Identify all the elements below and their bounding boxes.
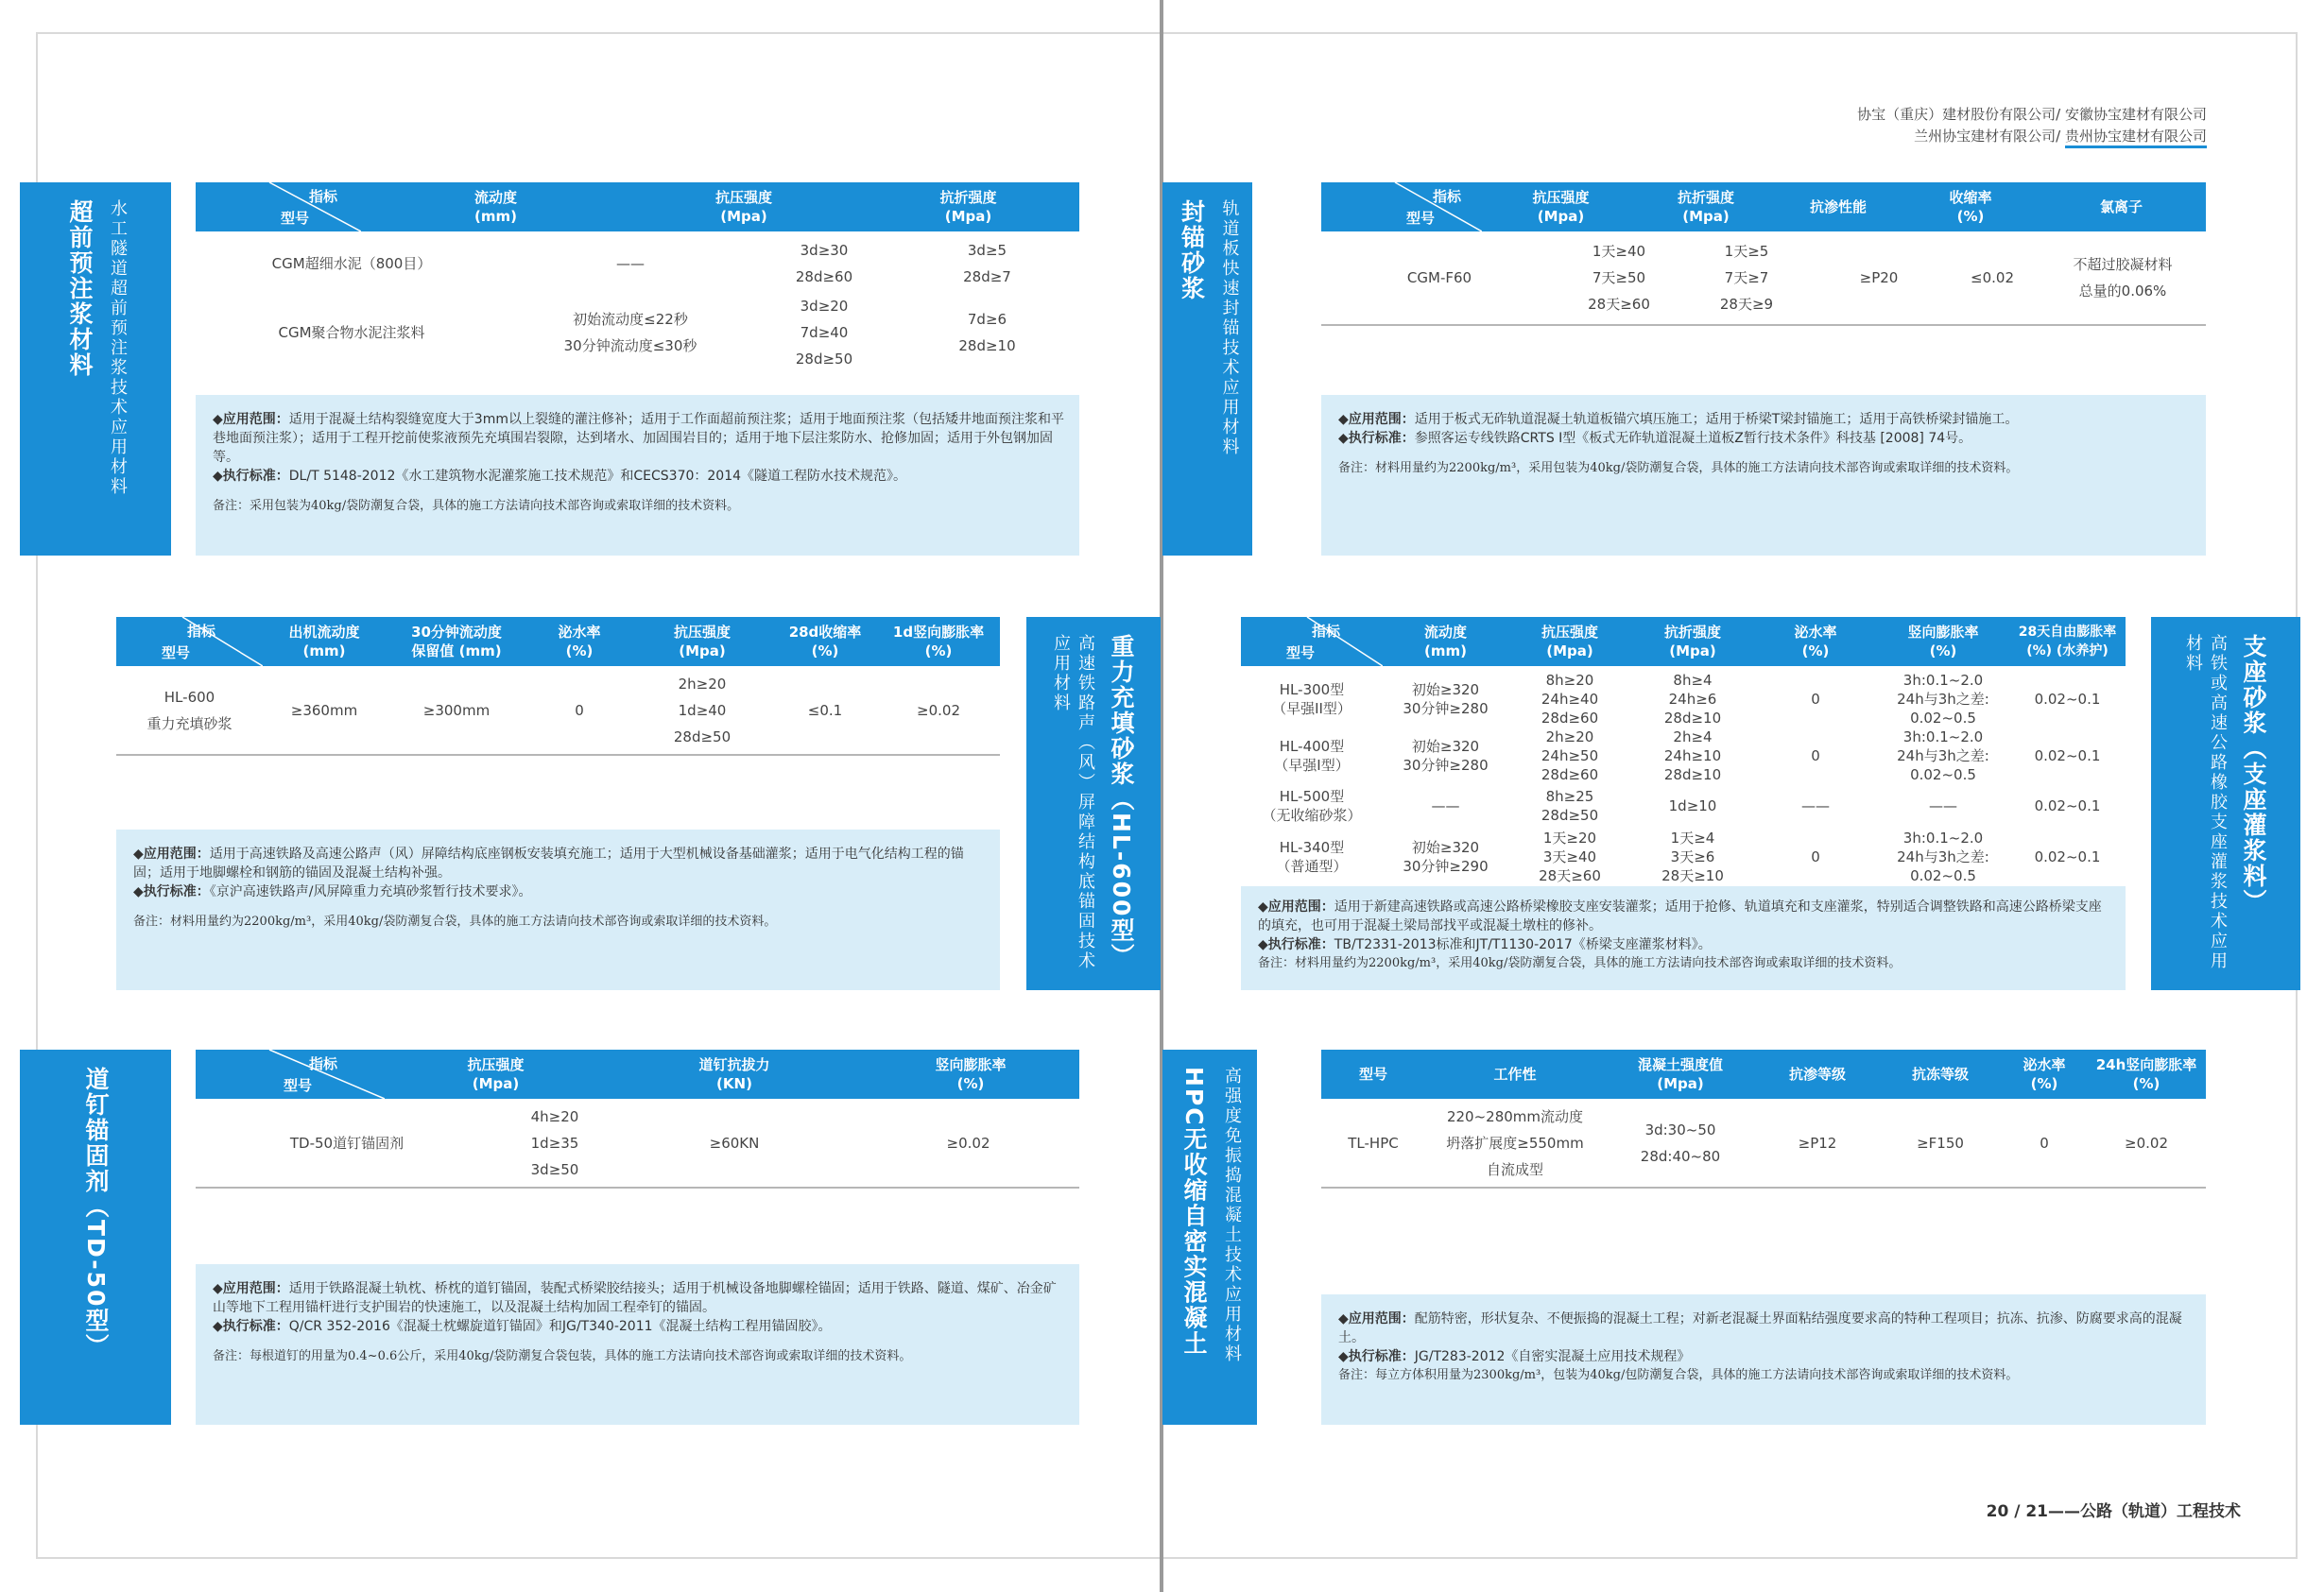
table-cell: 0.02~0.1 xyxy=(2034,691,2101,708)
table-cell: HL-500型 （无收缩砂浆） xyxy=(1262,787,1362,824)
table-cell: 0 xyxy=(1811,691,1820,708)
header-cell: 型号 xyxy=(1358,1066,1387,1083)
diag-bottom-label: 型号 xyxy=(281,210,310,227)
table-cell: CGM-F60 xyxy=(1406,269,1472,286)
table-cell: ≤0.02 xyxy=(1971,269,2014,286)
spec-table-s3 xyxy=(116,617,1000,756)
note-box-s4 xyxy=(1241,886,2126,990)
header-cell: 抗压强度 (Mpa) xyxy=(1532,189,1590,225)
table-cell: 3d≥20 7d≥40 28d≥50 xyxy=(795,298,853,368)
header-cell: 28天自由膨胀率 (%) (水养护) xyxy=(2018,625,2117,659)
note-remark: 备注：每根道钉的用量为0.4~0.6公斤，采用40kg/袋防潮复合袋包装，具体的施工方法请向技术部咨询或索取详细的技术资料。 xyxy=(213,1349,912,1363)
table-cell: ≥F150 xyxy=(1917,1134,1964,1152)
section-subtitle-s4: 高铁或高速公路橡胶支座灌浆技术应用材料 xyxy=(2183,634,2228,971)
table-cell: 3d:30~50 28d:40~80 xyxy=(1640,1121,1721,1165)
table-cell: 3h:0.1~2.0 24h与3h之差: 0.02~0.5 xyxy=(1897,672,1989,727)
spec-table-s2 xyxy=(1321,182,2206,326)
note-remark: 备注：材料用量约为2200kg/m³，采用40kg/袋防潮复合袋，具体的施工方法请向技术部咨询或索取详细的技术资料。 xyxy=(133,915,777,929)
table-cell: —— xyxy=(1431,796,1460,814)
table-header-s6 xyxy=(1321,1050,2206,1099)
spec-table-s6 xyxy=(1321,1050,2206,1189)
note-standard: ◆执行标准：DL/T 5148-2012《水工建筑物水泥灌浆施工技术规范》和CECS370：2014《隧道工程防水技术规范》。 xyxy=(213,469,907,484)
diagonal-header-cell xyxy=(116,617,263,666)
table-body-s2 xyxy=(1321,231,2206,326)
note-standard: ◆执行标准：《京沪高速铁路声/风屏障重力充填砂浆暂行技术要求》。 xyxy=(133,884,532,899)
header-cell: 28d收缩率 (%) xyxy=(788,624,862,659)
diag-top-label: 指标 xyxy=(1312,623,1341,640)
table-cell: 1d≥10 xyxy=(1668,796,1717,814)
note-scope: ◆应用范围：适用于铁路混凝土轨枕、桥枕的道钉锚固，装配式桥梁胶结接头；适用于机械设备地脚螺栓锚固；适用于铁路、隧道、煤矿、冶金矿山等地下工程用锚杆进行支护围岩的快速施工，以及混凝土结构加固工程牵钉的锚固。 xyxy=(213,1281,1057,1315)
company-line-1: 协宝（重庆）建材股份有限公司/ 安徽协宝建材有限公司 xyxy=(1857,106,2207,123)
diag-bottom-label: 型号 xyxy=(1406,210,1436,227)
section-subtitle-s3: 高速铁路声（风）屏障结构底锚固技术应用材料 xyxy=(1051,634,1095,971)
header-cell: 出机流动度 (mm) xyxy=(288,624,360,659)
table-cell: HL-400型 （早强I型） xyxy=(1274,738,1350,774)
section-tab-s1 xyxy=(20,182,171,556)
company-line-2b: 贵州协宝建材有限公司 xyxy=(2065,128,2207,148)
table-cell: ≤0.1 xyxy=(807,701,843,719)
header-cell: 收缩率 (%) xyxy=(1949,189,1992,225)
header-cell: 泌水率 (%) xyxy=(2023,1056,2066,1092)
table-header-s2 xyxy=(1321,182,2206,231)
table-cell: TD-50道钉锚固剂 xyxy=(289,1134,405,1152)
note-remark: 备注：每立方体积用量为2300kg/m³，包装为40kg/包防潮复合袋，具体的施工方法请向技术部咨询或索取详细的技术资料。 xyxy=(1338,1368,2019,1382)
diag-top-label: 指标 xyxy=(1433,188,1462,205)
table-cell: ≥0.02 xyxy=(2125,1134,2168,1152)
section-tab-s5 xyxy=(20,1050,171,1425)
table-cell: 220~280mm流动度 坍落扩展度≥550mm 自流成型 xyxy=(1446,1107,1584,1178)
table-body-s1 xyxy=(196,231,1079,397)
diag-top-label: 指标 xyxy=(309,188,338,205)
header-cell: 泌水率 (%) xyxy=(558,624,601,659)
table-cell: 4h≥20 1d≥35 3d≥50 xyxy=(530,1107,579,1178)
table-cell: 初始≥320 30分钟≥290 xyxy=(1403,839,1489,875)
table-cell: 0 xyxy=(1811,848,1820,865)
note-standard: ◆执行标准：JG/T283-2012《自密实混凝土应用技术规程》 xyxy=(1338,1349,1691,1364)
diag-bottom-label: 型号 xyxy=(1286,644,1316,661)
table-cell: 3h:0.1~2.0 24h与3h之差: 0.02~0.5 xyxy=(1897,728,1989,783)
table-cell: 0.02~0.1 xyxy=(2034,796,2101,814)
header-cell: 抗压强度 (Mpa) xyxy=(714,189,772,225)
table-cell: 7d≥6 28d≥10 xyxy=(958,311,1016,354)
spec-table-s5 xyxy=(196,1050,1079,1189)
section-title-s5: 道钉锚固剂（TD-50型） xyxy=(82,1067,110,1360)
spec-table-s4 xyxy=(1241,617,2126,931)
note-box-s5 xyxy=(196,1264,1079,1425)
diag-bottom-label: 型号 xyxy=(284,1077,313,1094)
header-cell: 抗折强度 (Mpa) xyxy=(1677,189,1734,225)
diagonal-header-cell xyxy=(196,182,361,231)
table-cell: 0.02~0.1 xyxy=(2034,747,2101,764)
section-title-s6: HPC无收缩自密实混凝土 xyxy=(1180,1067,1208,1357)
header-cell: 1d竖向膨胀率 (%) xyxy=(892,624,985,659)
note-box-s3 xyxy=(116,830,1000,990)
header-cell: 30分钟流动度 保留值 (mm) xyxy=(411,624,502,659)
note-remark: 备注：采用包装为40kg/袋防潮复合袋，具体的施工方法请向技术部咨询或索取详细的技术资料。 xyxy=(213,499,740,513)
table-cell: CGM超细水泥（800目） xyxy=(271,255,432,272)
table-header-s3 xyxy=(116,617,1000,666)
table-cell: 0 xyxy=(1811,747,1820,764)
table-cell: 2h≥4 24h≥10 28d≥10 xyxy=(1663,728,1722,783)
diagonal-header-cell xyxy=(196,1050,385,1099)
diag-bottom-label: 型号 xyxy=(162,644,191,661)
header-cell: 竖向膨胀率 (%) xyxy=(1907,624,1979,659)
note-box-s1 xyxy=(196,395,1079,556)
header-cell: 抗压强度 (Mpa) xyxy=(1541,624,1598,659)
section-title-s2: 封锚砂浆 xyxy=(1178,199,1206,301)
note-box-s2 xyxy=(1321,395,2206,556)
header-cell: 抗折强度 (Mpa) xyxy=(939,189,997,225)
page-number-footer: 20 / 21——公路（轨道）工程技术 xyxy=(1986,1502,2241,1521)
section-subtitle-s2: 轨道板快速封锚技术应用材料 xyxy=(1219,199,1240,457)
table-cell: HL-600 重力充填砂浆 xyxy=(146,688,232,732)
table-header-s1 xyxy=(196,182,1079,231)
table-cell: 3h:0.1~2.0 24h与3h之差: 0.02~0.5 xyxy=(1897,830,1989,884)
note-standard: ◆执行标准：参照客运专线铁路CRTS I型《板式无砟轨道混凝土道板Z暂行技术条件》科技基 [2008] 74号。 xyxy=(1338,431,1972,446)
header-cell: 24h竖向膨胀率 (%) xyxy=(2095,1056,2197,1092)
table-cell: ≥P20 xyxy=(1859,269,1899,286)
table-cell: ≥0.02 xyxy=(917,701,960,719)
table-cell: 0 xyxy=(2040,1134,2049,1152)
company-line-2 xyxy=(1857,126,2207,147)
table-cell: 8h≥4 24h≥6 28d≥10 xyxy=(1663,672,1722,727)
diagonal-header-cell xyxy=(1241,617,1383,666)
section-subtitle-s6: 高强度免振捣混凝土技术应用材料 xyxy=(1222,1067,1242,1364)
note-scope: ◆应用范围：配筋特密，形状复杂、不便振捣的混凝土工程；对新老混凝土界面粘结强度要求高的特种工程项目；抗冻、抗渗、防腐要求高的混凝土。 xyxy=(1338,1311,2182,1345)
table-cell: ≥300mm xyxy=(422,701,491,719)
company-header xyxy=(1857,104,2207,147)
header-cell: 道钉抗拔力 (KN) xyxy=(698,1056,770,1092)
table-cell: —— xyxy=(616,255,645,272)
table-cell: ≥P12 xyxy=(1798,1134,1837,1152)
company-line-2a: 兰州协宝建材有限公司/ xyxy=(1914,128,2065,145)
table-cell: HL-300型 （早强II型） xyxy=(1272,681,1351,717)
note-standard: ◆执行标准：Q/CR 352-2016《混凝土枕螺旋道钉锚固》和JG/T340-2011《混凝土结构工程用锚固胶》。 xyxy=(213,1319,832,1334)
section-tab-s2 xyxy=(1162,182,1252,556)
header-cell: 抗折强度 (Mpa) xyxy=(1663,624,1721,659)
header-cell: 抗渗性能 xyxy=(1809,198,1867,215)
table-cell: 初始≥320 30分钟≥280 xyxy=(1403,681,1489,717)
note-scope: ◆应用范围：适用于高速铁路及高速公路声（风）屏障结构底座钢板安装填充施工；适用于大型机械设备基础灌浆；适用于电气化结构工程的锚固；适用于地脚螺栓和钢筋的锚固及混凝土结构补强。 xyxy=(133,847,964,881)
table-cell: ≥360mm xyxy=(290,701,358,719)
section-subtitle-s1: 水工隧道超前预注浆技术应用材料 xyxy=(108,199,128,497)
table-cell: 3d≥30 28d≥60 xyxy=(795,242,853,285)
table-cell: TL-HPC xyxy=(1348,1134,1399,1152)
header-cell: 流动度 (mm) xyxy=(1423,624,1467,659)
section-tab-s3 xyxy=(1026,617,1161,990)
table-cell: —— xyxy=(1929,796,1957,814)
table-cell: ≥60KN xyxy=(709,1134,760,1152)
table-cell: 1天≥5 7天≥7 28天≥9 xyxy=(1719,243,1774,313)
table-cell: 8h≥20 24h≥40 28d≥60 xyxy=(1541,672,1599,727)
note-scope: ◆应用范围：适用于板式无砟轨道混凝土轨道板锚穴填压施工；适用于桥梁T梁封锚施工；适用于高铁桥梁封锚施工。 xyxy=(1338,412,2019,427)
table-header-s4 xyxy=(1241,617,2126,666)
diag-top-label: 指标 xyxy=(309,1055,338,1072)
note-remark: 备注：材料用量约为2200kg/m³，采用包装为40kg/袋防潮复合袋，具体的施工方法请向技术部咨询或索取详细的技术资料。 xyxy=(1338,461,2019,475)
table-cell: 0 xyxy=(575,701,584,719)
header-cell: 混凝土强度值 (Mpa) xyxy=(1637,1056,1723,1092)
table-cell: 1天≥40 7天≥50 28天≥60 xyxy=(1588,243,1650,313)
diagonal-header-cell xyxy=(1321,182,1482,231)
section-tab-s4 xyxy=(2151,617,2300,990)
diag-top-label: 指标 xyxy=(187,623,216,640)
table-cell: 不超过胶凝材料 总量的0.06% xyxy=(2073,256,2173,300)
note-remark: 备注：材料用量约为2200kg/m³，采用40kg/袋防潮复合袋，具体的施工方法请向技术部咨询或索取详细的技术资料。 xyxy=(1258,956,1902,970)
header-cell: 泌水率 (%) xyxy=(1794,624,1837,659)
table-cell: 2h≥20 24h≥50 28d≥60 xyxy=(1541,728,1599,783)
header-cell: 抗冻等级 xyxy=(1911,1066,1969,1083)
note-scope: ◆应用范围：适用于新建高速铁路或高速公路桥梁橡胶支座安装灌浆；适用于抢修、轨道填充和支座灌浆，特别适合调整铁路和高速公路桥梁支座的填充，也可用于混凝土梁局部找平或混凝土墩柱的修补。 xyxy=(1258,899,2102,933)
table-cell: HL-340型 （普通型） xyxy=(1276,839,1348,875)
table-body-s5 xyxy=(196,1099,1079,1189)
table-cell: 1天≥20 3天≥40 28天≥60 xyxy=(1539,830,1601,884)
table-cell: 初始流动度≤22秒 30分钟流动度≤30秒 xyxy=(563,311,697,354)
table-header-s5 xyxy=(196,1050,1079,1099)
table-cell: CGM聚合物水泥注浆料 xyxy=(278,324,425,341)
header-cell: 抗压强度 (Mpa) xyxy=(467,1056,525,1092)
header-cell: 竖向膨胀率 (%) xyxy=(935,1056,1007,1092)
note-scope: ◆应用范围：适用于混凝土结构裂缝宽度大于3mm以上裂缝的灌注修补；适用于工作面超前预注浆；适用于地面预注浆（包括矮井地面预注浆和平巷地面预注浆）；适用于工程开挖前使浆液预先充填围岩裂隙，达到堵水、加固围岩目的；适用于地下层注浆防水、抢修加固；适用于外包钢加固等。 xyxy=(213,412,1064,465)
table-cell: ≥0.02 xyxy=(946,1134,990,1152)
header-cell: 抗压强度 (Mpa) xyxy=(673,624,731,659)
spec-table-s1 xyxy=(196,182,1079,397)
table-cell: 3d≥5 28d≥7 xyxy=(963,242,1011,285)
table-cell: —— xyxy=(1801,796,1830,814)
table-cell: 2h≥20 1d≥40 28d≥50 xyxy=(673,675,732,745)
table-body-s3 xyxy=(116,666,1000,756)
section-title-s1: 超前预注浆材料 xyxy=(66,199,94,378)
table-cell: 0.02~0.1 xyxy=(2034,848,2101,865)
note-box-s6 xyxy=(1321,1294,2206,1425)
note-standard: ◆执行标准：TB/T2331-2013标准和JT/T1130-2017《桥梁支座灌浆材料》。 xyxy=(1258,937,1712,952)
header-cell: 工作性 xyxy=(1493,1066,1537,1083)
header-cell: 抗渗等级 xyxy=(1788,1066,1846,1083)
table-cell: 1天≥4 3天≥6 28天≥10 xyxy=(1661,830,1724,884)
section-title-s3: 重力充填砂浆（HL-600型） xyxy=(1108,634,1135,969)
header-cell: 流动度 (mm) xyxy=(473,189,517,225)
table-cell: 8h≥25 28d≥50 xyxy=(1541,787,1599,824)
section-title-s4: 支座砂浆（支座灌浆料） xyxy=(2240,634,2267,915)
section-tab-s6 xyxy=(1162,1050,1257,1425)
table-body-s6 xyxy=(1321,1099,2206,1189)
table-cell: 初始≥320 30分钟≥280 xyxy=(1403,738,1489,774)
header-cell: 氯离子 xyxy=(2099,198,2143,215)
